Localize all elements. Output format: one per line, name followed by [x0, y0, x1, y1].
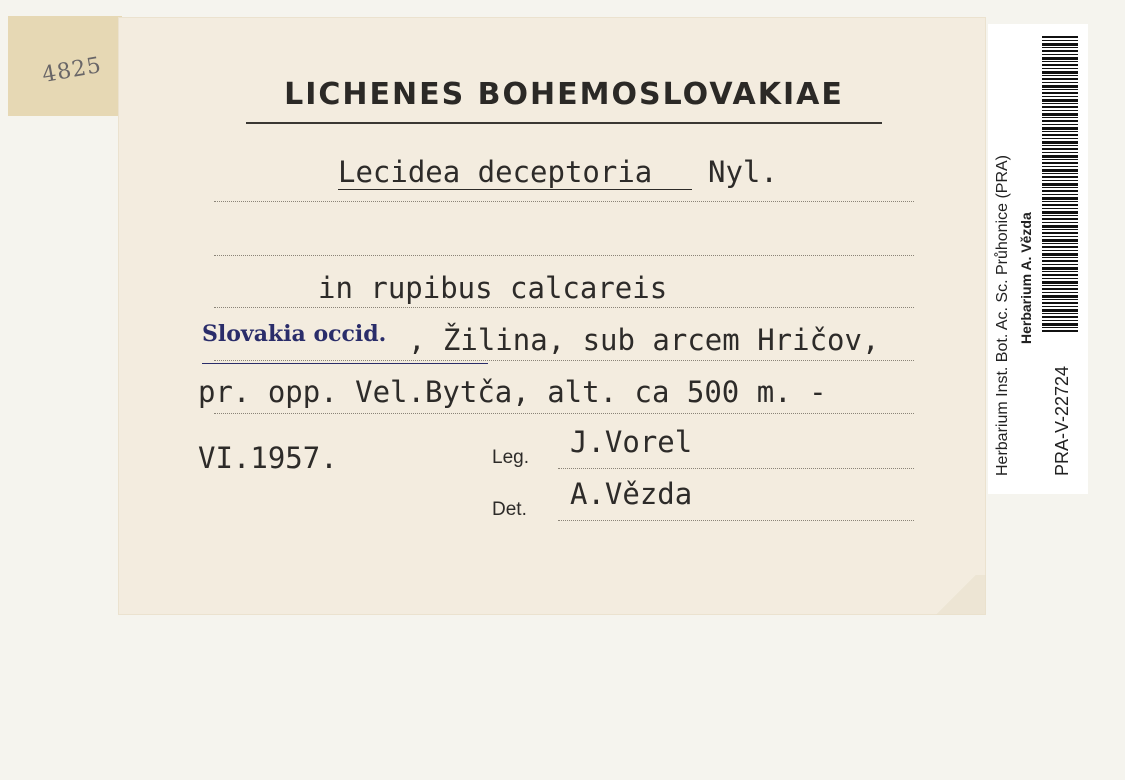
archive-sticker — [8, 16, 122, 116]
habitat-text: in rupibus calcareis — [318, 271, 668, 305]
herbarium-text: Herbarium A. Vězda — [1018, 212, 1034, 344]
dotted-line — [214, 413, 914, 414]
dotted-line — [214, 360, 914, 361]
locality-line-2: pr. opp. Vel.Bytča, alt. ca 500 m. - — [198, 375, 827, 409]
dotted-line — [214, 307, 914, 308]
species-underline — [338, 189, 692, 190]
dotted-line — [214, 201, 914, 202]
collector-name: J.Vorel — [570, 425, 693, 459]
barcode — [1042, 36, 1078, 334]
dotted-line — [558, 520, 914, 521]
institution-text: Herbarium Inst. Bot. Ac. Sc. Průhonice (PRA) — [994, 154, 1011, 476]
heading-underline — [246, 122, 882, 124]
locality-line-1: , Žilina, sub arcem Hričov, — [408, 323, 880, 357]
accession-number: PRA-V-22724 — [1052, 365, 1072, 476]
barcode-label — [988, 24, 1088, 494]
handwritten-number: 4825 — [40, 52, 104, 89]
specimen-label — [118, 17, 986, 615]
leg-label: Leg. — [492, 447, 529, 468]
determiner-name: A.Vězda — [570, 477, 693, 511]
region-underline — [202, 363, 488, 364]
collection-date: VI.1957. — [198, 441, 338, 475]
species-name: Lecidea deceptoria — [338, 155, 653, 189]
det-label: Det. — [492, 499, 527, 520]
region-stamp: Slovakia occid. — [202, 321, 387, 347]
dotted-line — [558, 468, 914, 469]
dotted-line — [214, 255, 914, 256]
species-author: Nyl. — [708, 155, 778, 189]
label-heading: LICHENES BOHEMOSLOVAKIAE — [284, 77, 844, 112]
